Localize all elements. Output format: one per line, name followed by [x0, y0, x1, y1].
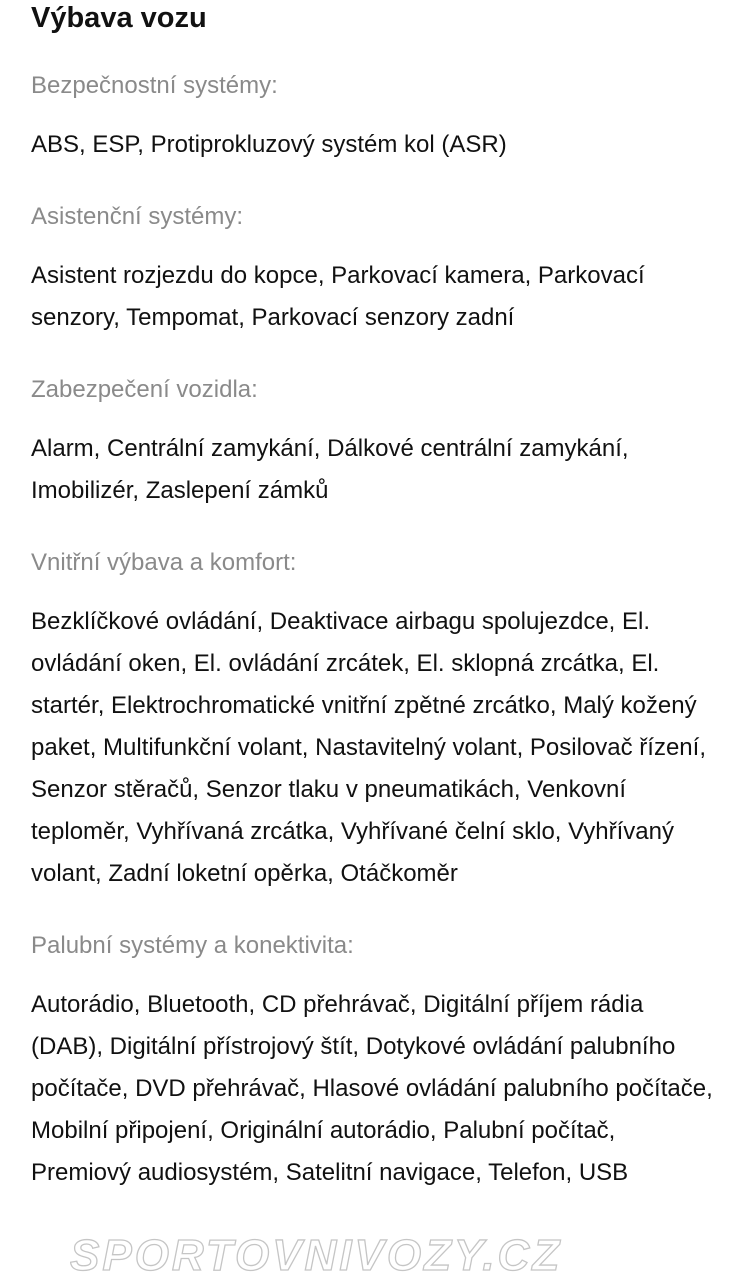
- section-safety: [31, 71, 719, 166]
- section-label: Bezpečnostní systémy:: [31, 72, 278, 99]
- section-security: [31, 375, 719, 512]
- section-value: Alarm, Centrální zamykání, Dálkové centrální zamykání, Imobilizér, Zaslepení zámků: [31, 435, 629, 504]
- section-interior: [31, 548, 719, 895]
- section-value: Asistent rozjezdu do kopce, Parkovací kamera, Parkovací senzory, Tempomat, Parkovací senzory zadní: [31, 262, 645, 331]
- section-label: Asistenční systémy:: [31, 203, 244, 230]
- section-value: Bezklíčkové ovládání, Deaktivace airbagu spolujezdce, El. ovládání oken, El. ovládání zrcátek, El. sklopná zrcátka, El. startér, Elektrochromatické vnitřní zpětné zrcátko, Malý kožený paket, Multifunkční volant, Nastavitelný volant, Posilovač řízení, Senzor stěračů, Senzor tlaku v pneumatikách, Venkovní teploměr, Vyhřívaná zrcátka, Vyhřívané čelní sklo, Vyhřívaný volant, Zadní loketní opěrka, Otáčkoměr: [31, 608, 706, 887]
- section-value: ABS, ESP, Protiprokluzový systém kol (ASR): [31, 131, 507, 158]
- watermark-text: SPORTOVNIVOZY.CZ: [70, 1231, 563, 1280]
- section-assist: [31, 202, 719, 339]
- section-value: Autorádio, Bluetooth, CD přehrávač, Digitální příjem rádia (DAB), Digitální přístrojový štít, Dotykové ovládání palubního počítače, DVD přehrávač, Hlasové ovládání palubního počítače, Mobilní připojení, Originální autorádio, Palubní počítač, Premiový audiosystém, Satelitní navigace, Telefon, USB: [31, 991, 713, 1186]
- section-onboard: [31, 931, 719, 1194]
- section-label: Zabezpečení vozidla:: [31, 376, 258, 403]
- section-label: Vnitřní výbava a komfort:: [31, 549, 297, 576]
- page-title: Výbava vozu: [31, 2, 207, 34]
- section-label: Palubní systémy a konektivita:: [31, 932, 354, 959]
